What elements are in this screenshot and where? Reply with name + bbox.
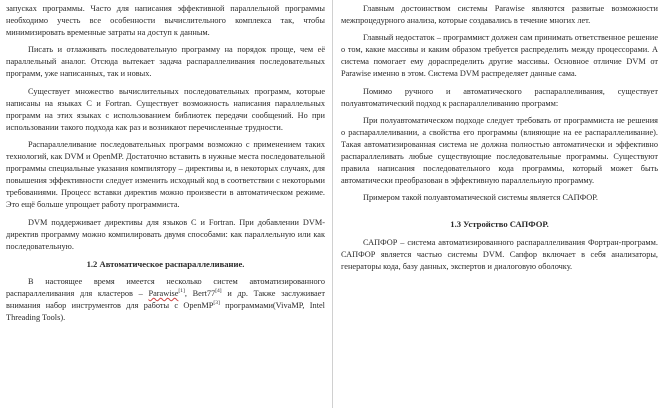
left-page (0, 0, 331, 408)
paragraph: При полуавтоматическом подходе следует требовать от программиста не решения о распараллеливании, а свойства его программы (влияющие на ее распараллеливание). Такая автоматизированная система не должна полностью автоматически и эффективно распараллеливать любые существующие последовательные программы. Существуют правила написания последовательного кода программы, который может быть автоматически преобразован в эффективную параллельную программу. (341, 115, 658, 186)
citation-ref: [1] (178, 288, 185, 295)
right-page (335, 0, 666, 408)
text-run: , Bert77 (184, 288, 216, 298)
paragraph: САПФОР – система автоматизированного распараллеливания Фортран-программ. САПФОР является частью системы DVM. Сапфор включает в себя анализаторы, генераторы кода, базу данных, экспертов и диалоговую оболочку. (341, 237, 658, 271)
paragraph: Существует множество вычислительных последовательных программ, которые написаны на языках C и Fortran. Существует возможность написания параллельных программ на этих языках с использованием библиотек передачи сообщений. Но при использовании такого подхода как раз и возникают перечисленные трудности. (6, 86, 325, 132)
text-run: программами(VivaMP, Intel Threading Tools). (6, 301, 325, 323)
paragraph: Главным достоинством системы Parawise являются развитые возможности межпроцедурного анализа, которые создавались в течение многих лет. (341, 4, 658, 26)
paragraph: Главный недостаток – программист должен сам принимать ответственное решение о том, какие массивы и каким образом требуется распределить между процессорами. А система помогает ему дораспределить другие массивы. Основное отличие DVM от Parawise именно в этом. Система DVM распределяет данные сама. (341, 33, 658, 79)
paragraph: запусках программы. Часто для написания эффективной параллельной программы необходимо учесть все особенности вычислительного комплекса так, чтобы минимизировать временные затраты на доступ к данным. (6, 4, 325, 38)
paragraph: DVM поддерживает директивы для языков C и Fortran. При добавлении DVM-директив программу можно компилировать двумя способами: как параллельную или как последовательную. (6, 217, 325, 251)
paragraph (6, 276, 325, 324)
text-run: В настоящее время имеется несколько систем автоматизированного распараллеливания для кластеров – (6, 276, 325, 298)
page-divider (332, 0, 333, 408)
text-run: и др. Также заслуживает внимания набор инструментов для работы с OpenMP (6, 288, 325, 311)
spellcheck-word: Parawise (148, 288, 179, 298)
paragraph: Помимо ручного и автоматического распараллеливания, существует полуавтоматический подход к распараллеливанию программ: (341, 86, 658, 108)
citation-ref: [4] (215, 288, 222, 295)
section-heading-auto: 1.2 Автоматическое распараллеливание. (86, 258, 245, 269)
citation-ref: [3] (213, 300, 220, 307)
paragraph: Писать и отлаживать последовательную программу на порядок проще, чем её параллельный аналог. Отсюда вытекает задача распараллеливания последовательных программ, уже написанных, так и новых. (6, 45, 325, 79)
paragraph: Распараллеливание последовательных программ возможно с применением таких технологий, как DVM и OpenMP. Достаточно вставить в нужные места последовательной программы специальные указания компилятору – директивы и, в некоторых случаях, для повышения эффективности следует изменить исходный код в соответствии с некоторыми требованиями. Процесс вставки директив можно произвести в автоматическом режиме. Это ещё больше упрощает работу программиста. (6, 139, 325, 210)
paragraph: Примером такой полуавтоматической системы является САПФОР. (363, 193, 598, 203)
section-heading-sapfor: 1.3 Устройство САПФОР. (450, 219, 549, 230)
